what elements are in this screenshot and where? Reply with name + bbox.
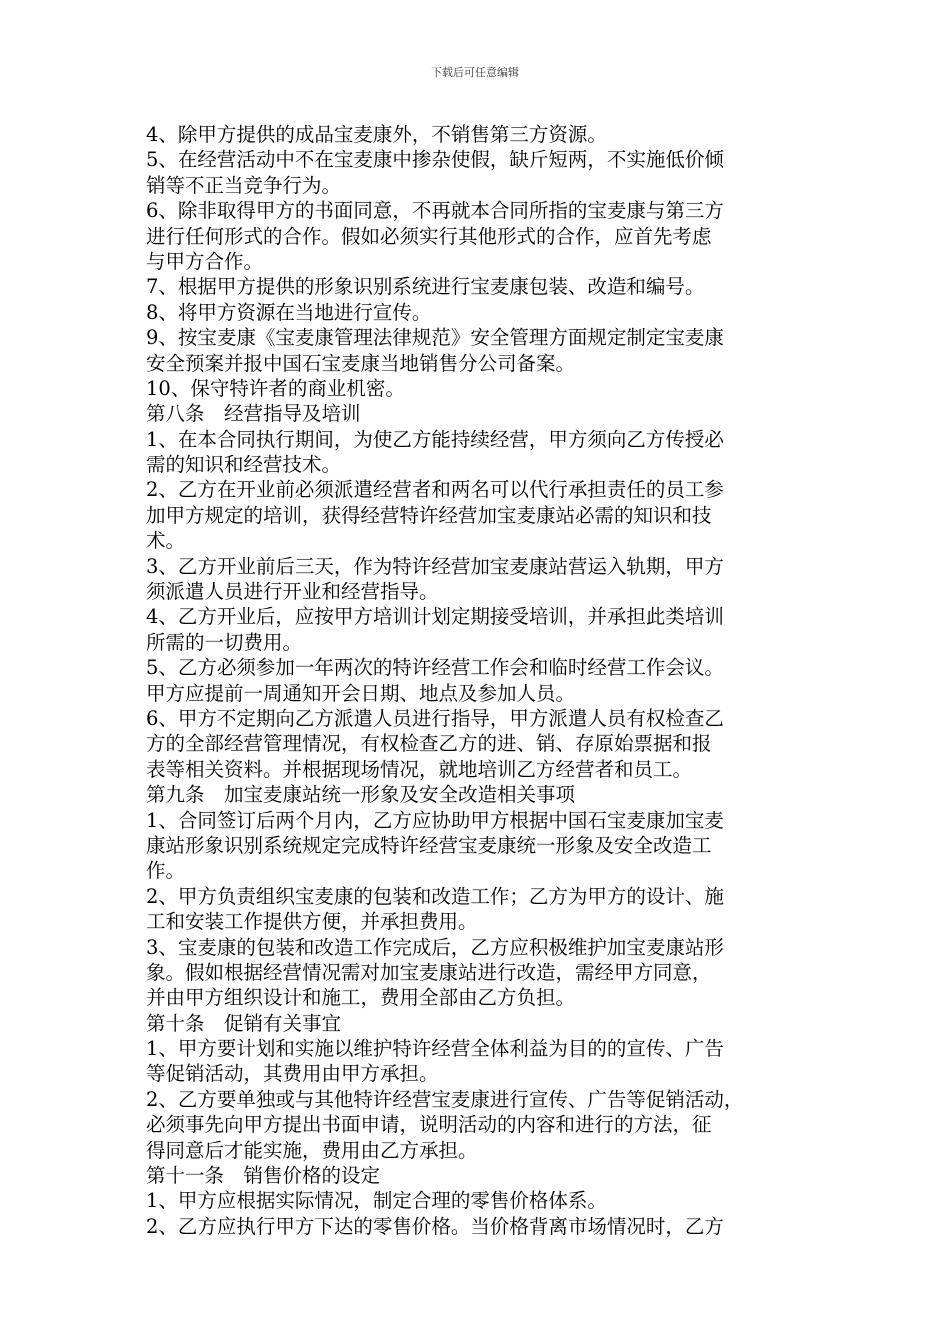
text-line: 4、乙方开业后，应按甲方培训计划定期接受培训，并承担此类培训 (146, 605, 724, 629)
text-line: 2、甲方负责组织宝麦康的包装和改造工作；乙方为甲方的设计、施 (146, 884, 724, 908)
text-line: 甲方应提前一周通知开会日期、地点及参加人员。 (146, 681, 576, 705)
text-line: 第十条 促销有关事宜 (146, 1011, 342, 1035)
text-line: 1、合同签订后两个月内，乙方应协助甲方根据中国石宝麦康加宝麦 (146, 808, 724, 832)
text-line: 1、甲方应根据实际情况，制定合理的零售价格体系。 (146, 1189, 607, 1213)
text-line: 须派遣人员进行开业和经营指导。 (146, 580, 439, 604)
page-header: 下载后可任意编辑 (431, 66, 519, 79)
text-line: 需的知识和经营技术。 (146, 453, 342, 477)
document-body (146, 122, 810, 1239)
text-line: 2、乙方在开业前必须派遣经营者和两名可以代行承担责任的员工参 (146, 478, 724, 502)
text-line: 3、宝麦康的包装和改造工作完成后，乙方应积极维护加宝麦康站形 (146, 935, 724, 959)
text-line: 2、乙方应执行甲方下达的零售价格。当价格背离市场情况时，乙方 (146, 1214, 724, 1238)
text-line: 第八条 经营指导及培训 (146, 402, 361, 426)
text-line: 所需的一切费用。 (146, 630, 303, 654)
text-line: 并由甲方组织设计和施工，费用全部由乙方负担。 (146, 986, 576, 1010)
text-line: 1、在本合同执行期间，为使乙方能持续经营，甲方须向乙方传授必 (146, 427, 724, 451)
text-line: 5、乙方必须参加一年两次的特许经营工作会和临时经营工作会议。 (146, 656, 724, 680)
text-line: 3、乙方开业前后三天，作为特许经营加宝麦康站营运入轨期，甲方 (146, 554, 724, 578)
text-line: 5、在经营活动中不在宝麦康中掺杂使假，缺斤短两，不实施低价倾 (146, 148, 724, 172)
text-line: 等促销活动，其费用由甲方承担。 (146, 1062, 439, 1086)
text-line: 得同意后才能实施，费用由乙方承担。 (146, 1138, 478, 1162)
text-line: 康站形象识别系统规定完成特许经营宝麦康统一形象及安全改造工 (146, 833, 712, 857)
text-line: 6、除非取得甲方的书面同意，不再就本合同所指的宝麦康与第三方 (146, 199, 724, 223)
text-line: 销等不正当竞争行为。 (146, 173, 342, 197)
text-line: 与甲方合作。 (146, 249, 264, 273)
text-line: 必须事先向甲方提出书面申请，说明活动的内容和进行的方法，征 (146, 1113, 712, 1137)
text-line: 4、除甲方提供的成品宝麦康外，不销售第三方资源。 (146, 123, 607, 146)
text-line: 方的全部经营管理情况，有权检查乙方的进、销、存原始票据和报 (146, 732, 712, 756)
text-line: 8、将甲方资源在当地进行宣传。 (146, 300, 432, 324)
text-line: 第九条 加宝麦康站统一形象及安全改造相关事项 (146, 783, 576, 807)
text-line: 7、根据甲方提供的形象识别系统进行宝麦康包装、改造和编号。 (146, 275, 705, 299)
text-line: 1、甲方要计划和实施以维护特许经营全体利益为目的的宣传、广告 (146, 1037, 724, 1061)
text-line: 工和安装工作提供方便，并承担费用。 (146, 910, 478, 934)
text-line: 9、按宝麦康《宝麦康管理法律规范》安全管理方面规定制定宝麦康 (146, 326, 724, 350)
text-line: 6、甲方不定期向乙方派遣人员进行指导，甲方派遣人员有权检查乙 (146, 706, 724, 730)
text-line: 作。 (146, 859, 186, 883)
text-line: 进行任何形式的合作。假如必须实行其他形式的合作，应首先考虑 (146, 224, 712, 248)
text-line: 加甲方规定的培训，获得经营特许经营加宝麦康站必需的知识和技 (146, 503, 712, 527)
text-line: 象。假如根据经营情况需对加宝麦康站进行改造，需经甲方同意， (146, 960, 712, 984)
text-line: 安全预案并报中国石宝麦康当地销售分公司备案。 (146, 351, 576, 375)
text-line: 10、保守特许者的商业机密。 (146, 376, 405, 400)
text-line: 第十一条 销售价格的设定 (146, 1164, 381, 1188)
text-line: 术。 (146, 529, 186, 553)
text-line: 表等相关资料。并根据现场情况，就地培训乙方经营者和员工。 (146, 757, 693, 781)
text-line: 2、乙方要单独或与其他特许经营宝麦康进行宣传、广告等促销活动， (146, 1087, 744, 1111)
